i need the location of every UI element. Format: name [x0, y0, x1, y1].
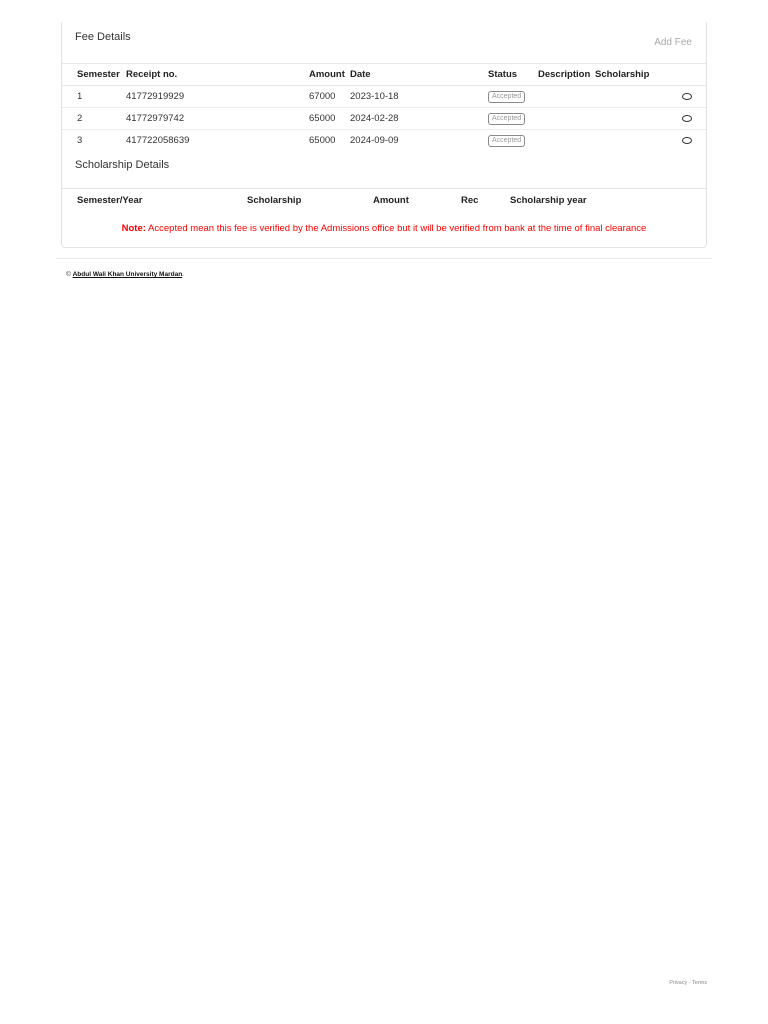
cell-semester: 3 [77, 135, 83, 146]
cell-receipt: 41772919929 [126, 86, 309, 108]
cell-date: 2024-02-28 [350, 108, 488, 130]
page-divider [56, 258, 712, 259]
cell-receipt: 417722058639 [126, 135, 190, 146]
cell-status [488, 130, 538, 152]
scholarship-table [77, 192, 587, 209]
cell-scholarship [595, 108, 706, 130]
scholarship-divider [62, 188, 706, 189]
table-row [62, 130, 706, 152]
privacy-terms-link[interactable]: Privacy - Terms [669, 980, 707, 986]
col-status: Status [488, 63, 538, 86]
status-badge: Accepted [488, 135, 525, 147]
cell-amount: 65000 [309, 108, 350, 130]
col-description: Description [538, 63, 595, 86]
cell-status [488, 86, 538, 108]
col-semester-year: Semester/Year [77, 195, 143, 206]
cell-status [488, 108, 538, 130]
fee-details-card [61, 22, 707, 248]
add-fee-button[interactable]: Add Fee [654, 37, 692, 48]
note-text [62, 223, 706, 234]
cell-description [538, 108, 595, 130]
col-scholarship-year: Scholarship year [510, 195, 587, 206]
table-row [62, 86, 706, 108]
footer-copyright [66, 271, 184, 278]
cell-description [538, 130, 595, 152]
cell-receipt: 41772979742 [126, 108, 309, 130]
scholarship-details-title: Scholarship Details [75, 159, 170, 171]
col-semester: Semester [62, 63, 126, 86]
col-receipt: Receipt no. [126, 63, 309, 86]
note-body: Accepted mean this fee is verified by the Admissions office but it will be verified from bank at the time of final clearance [145, 223, 647, 234]
cell-amount: 65000 [309, 135, 336, 146]
fee-details-header [62, 22, 706, 64]
fee-details-title: Fee Details [75, 31, 131, 43]
col-amount: Amount [309, 63, 350, 86]
scholarship-table-header-row [77, 192, 587, 209]
footer-suffix: . [182, 271, 184, 278]
cell-scholarship [595, 130, 706, 152]
cell-date: 2023-10-18 [350, 86, 488, 108]
note-label: Note: [121, 223, 146, 234]
table-row [62, 108, 706, 130]
fee-table [62, 63, 706, 151]
cell-amount: 67000 [309, 86, 350, 108]
col-date: Date [350, 63, 488, 86]
status-badge: Accepted [488, 91, 525, 103]
col-amount: Amount [373, 195, 409, 206]
cell-semester: 1 [62, 86, 126, 108]
radio-icon[interactable] [682, 93, 692, 100]
university-link[interactable]: Abdul Wali Khan University Mardan [72, 271, 183, 278]
cell-semester: 2 [62, 108, 126, 130]
copyright-symbol: © [66, 271, 71, 278]
radio-icon[interactable] [682, 137, 692, 144]
status-badge: Accepted [488, 113, 525, 125]
radio-icon[interactable] [682, 115, 692, 122]
col-scholarship: Scholarship [247, 195, 302, 206]
cell-description [538, 86, 595, 108]
col-scholarship: Scholarship [595, 63, 706, 86]
cell-date: 2024-09-09 [350, 135, 399, 146]
col-rec: Rec [461, 195, 479, 206]
fee-table-header-row [62, 63, 706, 86]
cell-scholarship [595, 86, 706, 108]
